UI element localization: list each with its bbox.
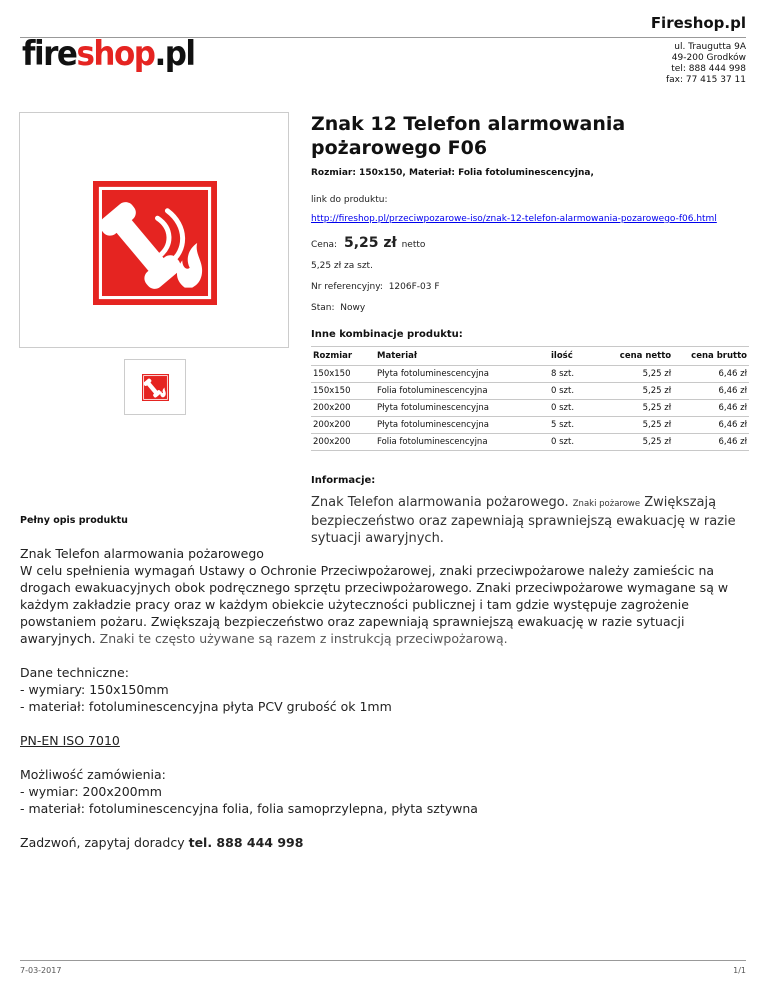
combinations-title: Inne kombinacje produktu: xyxy=(311,329,463,340)
info-text-b: Zwiększają bezpieczeństwo oraz zapewniają sprawniejszą ewakuację w razie sytuacji awaryjnych. xyxy=(311,495,736,546)
table-row xyxy=(311,400,749,417)
ref-value: 1206F-03 F xyxy=(388,282,440,292)
info-title: Informacje: xyxy=(311,475,376,486)
col-header: Rozmiar xyxy=(311,347,375,366)
table-row xyxy=(311,366,749,383)
cell-gross: 6,46 zł xyxy=(673,417,749,434)
fire-alarm-telephone-sign-thumb-icon xyxy=(142,374,169,401)
cell-material: Płyta fotoluminescencyjna xyxy=(375,417,549,434)
state-value: Nowy xyxy=(340,303,366,313)
cell-qty: 8 szt. xyxy=(549,366,603,383)
footer-rule xyxy=(20,960,746,961)
shop-name: Fireshop.pl xyxy=(650,14,746,32)
description-body: W celu spełnienia wymagań Ustawy o Ochronie Przeciwpożarowej, znaki przeciwpożarowe należy zamieścic na drogach ewakuacyjnych obok podręcznego sprzętu przeciwpożarowego. Znaki przeciwpożarowe wymagane są w każdym zakładzie pracy oraz w każdym obiekcie użyteczności publicznej i tam gdzie występuje zagrożenie powstaniem pożaru. Zwiększają bezpieczeństwo oraz zapewniają sprawniejszą ewakuację w razie sytuacji awaryjnych. xyxy=(20,563,729,646)
col-header: cena netto xyxy=(603,347,673,366)
tech-line: - materiał: fotoluminescencyjna płyta PCV grubość ok 1mm xyxy=(20,699,392,714)
price-suffix: netto xyxy=(401,240,426,250)
cell-material: Płyta fotoluminescencyjna xyxy=(375,400,549,417)
cell-net: 5,25 zł xyxy=(603,417,673,434)
description-paragraph xyxy=(20,545,750,647)
reference-row xyxy=(311,282,751,292)
cell-gross: 6,46 zł xyxy=(673,383,749,400)
product-attributes: Rozmiar: 150x150, Materiał: Folia fotoluminescencyjna, xyxy=(311,168,594,178)
fire-alarm-telephone-sign-icon xyxy=(93,181,217,305)
logo-part2: shop xyxy=(76,34,155,74)
cell-material: Płyta fotoluminescencyjna xyxy=(375,366,549,383)
col-header: Materiał xyxy=(375,347,549,366)
logo-part3: .pl xyxy=(154,34,195,74)
cell-net: 5,25 zł xyxy=(603,400,673,417)
cell-size: 150x150 xyxy=(311,383,375,400)
description-heading-line: Znak Telefon alarmowania pożarowego xyxy=(20,546,264,561)
cell-gross: 6,46 zł xyxy=(673,434,749,451)
table-row xyxy=(311,417,749,434)
info-text-a: Znak Telefon alarmowania pożarowego. xyxy=(311,495,569,510)
address-line: fax: 77 415 37 11 xyxy=(665,75,746,85)
product-image-thumb[interactable] xyxy=(124,359,186,415)
logo xyxy=(22,34,195,74)
info-text xyxy=(311,494,751,547)
order-options xyxy=(20,766,750,817)
cell-size: 200x200 xyxy=(311,400,375,417)
cell-size: 200x200 xyxy=(311,434,375,451)
tech-title: Dane techniczne: xyxy=(20,665,129,680)
state-label: Stan: xyxy=(311,303,335,313)
call-text: Zadzwoń, zapytaj doradcy xyxy=(20,835,185,850)
call-paragraph xyxy=(20,834,750,851)
cell-qty: 0 szt. xyxy=(549,400,603,417)
order-title: Możliwość zamówienia: xyxy=(20,767,166,782)
col-header: cena brutto xyxy=(673,347,749,366)
cell-size: 200x200 xyxy=(311,417,375,434)
full-description xyxy=(20,545,750,868)
cell-gross: 6,46 zł xyxy=(673,400,749,417)
footer-date: 7-03-2017 xyxy=(20,966,62,975)
ref-label: Nr referencyjny: xyxy=(311,282,383,292)
table-row xyxy=(311,383,749,400)
shop-address xyxy=(666,42,746,86)
price-value: 5,25 zł xyxy=(343,235,397,251)
product-title: Znak 12 Telefon alarmowania pożarowego F06 xyxy=(311,113,626,159)
cell-gross: 6,46 zł xyxy=(673,366,749,383)
product-link[interactable]: http://fireshop.pl/przeciwpozarowe-iso/znak-12-telefon-alarmowania-pozarowego-f06.html xyxy=(311,214,717,224)
cell-size: 150x150 xyxy=(311,366,375,383)
cell-qty: 0 szt. xyxy=(549,434,603,451)
product-link-label: link do produktu: xyxy=(311,195,388,205)
state-row xyxy=(311,303,751,313)
tech-line: - wymiary: 150x150mm xyxy=(20,682,169,697)
cell-qty: 0 szt. xyxy=(549,383,603,400)
info-text-small: Znaki pożarowe xyxy=(572,499,641,509)
tech-data xyxy=(20,664,750,715)
product-details xyxy=(311,112,751,547)
col-header: ilość xyxy=(549,347,603,366)
price-row xyxy=(311,235,751,251)
address-line: 49-200 Grodków xyxy=(671,53,746,63)
price-label: Cena: xyxy=(311,240,338,250)
combinations-table xyxy=(311,346,749,451)
cell-material: Folia fotoluminescencyjna xyxy=(375,434,549,451)
cell-net: 5,25 zł xyxy=(603,383,673,400)
standard-paragraph xyxy=(20,732,750,749)
call-phone: tel. 888 444 998 xyxy=(188,835,304,850)
description-muted: Znaki te często używane są razem z instrukcją przeciwpożarową. xyxy=(99,631,508,646)
unit-price: 5,25 zł za szt. xyxy=(311,261,373,271)
cell-material: Folia fotoluminescencyjna xyxy=(375,383,549,400)
full-description-title: Pełny opis produktu xyxy=(20,515,128,526)
address-line: tel: 888 444 998 xyxy=(671,64,746,74)
footer-page-number: 1/1 xyxy=(733,966,746,975)
cell-net: 5,25 zł xyxy=(603,366,673,383)
cell-net: 5,25 zł xyxy=(603,434,673,451)
order-line: - materiał: fotoluminescencyjna folia, folia samoprzylepna, płyta sztywna xyxy=(20,801,478,816)
address-line: ul. Traugutta 9A xyxy=(674,42,746,52)
table-row xyxy=(311,434,749,451)
product-image-main[interactable] xyxy=(19,112,289,348)
logo-part1: fire xyxy=(22,34,77,74)
standard-link[interactable]: PN-EN ISO 7010 xyxy=(20,733,120,748)
cell-qty: 5 szt. xyxy=(549,417,603,434)
table-header-row xyxy=(311,347,749,366)
order-line: - wymiar: 200x200mm xyxy=(20,784,162,799)
